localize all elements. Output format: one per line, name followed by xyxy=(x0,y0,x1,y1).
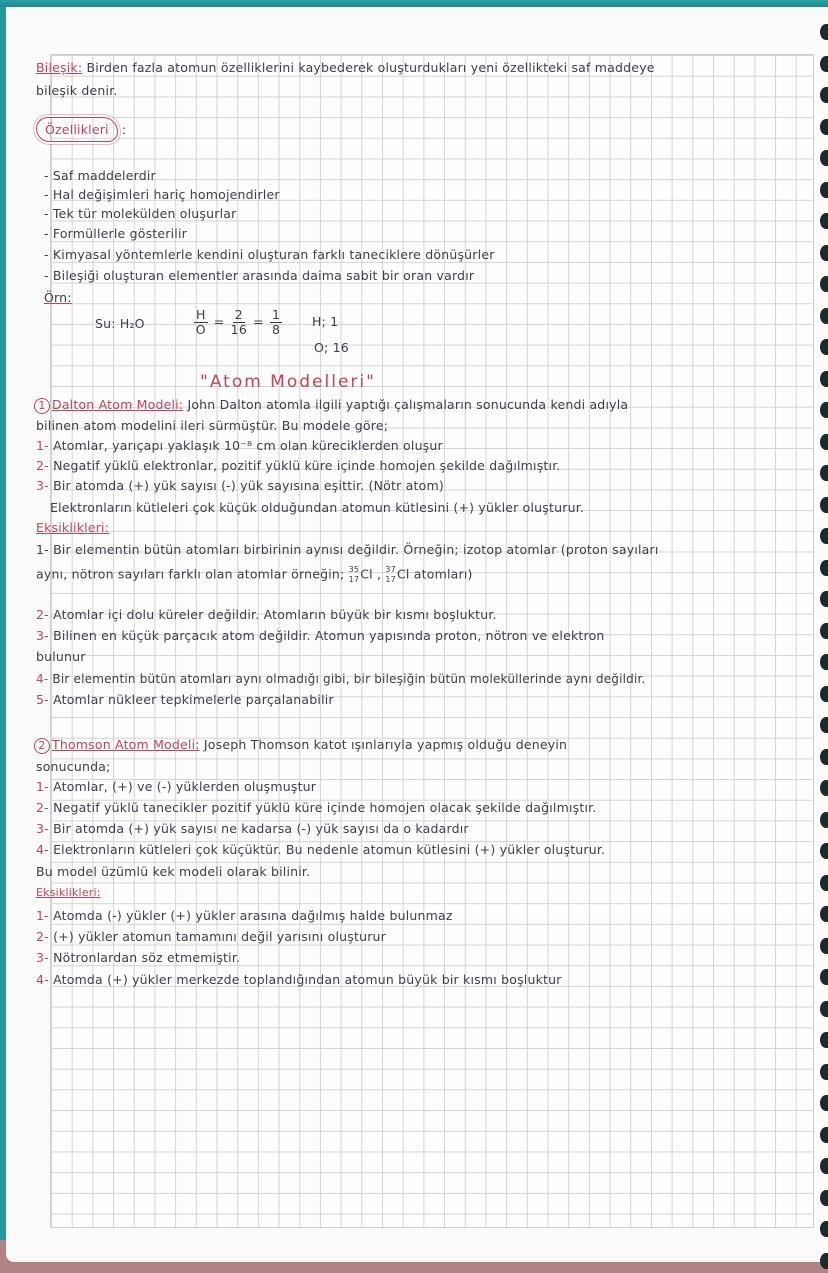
property-item: - Bileşiği oluşturan elementler arasında daima sabit bir oran vardır xyxy=(44,268,475,283)
thomson-deficiency: 1- Atomda (-) yükler (+) yükler arasına dağılmış halde bulunmaz xyxy=(36,908,453,923)
section-title: "Atom Modelleri" xyxy=(200,372,376,392)
ratio-fraction: $\frac{H}{O}$ xyxy=(195,307,206,337)
dalton-item: 1- Atomlar, yarıçapı yaklaşık 10⁻⁸ cm olan küreciklerden oluşur xyxy=(36,438,443,453)
property-item: - Hal değişimleri hariç homojendirler xyxy=(44,187,280,202)
definition-term: Bileşik: xyxy=(36,60,83,75)
dalton-deficiency: 4- Bir elementin bütün atomları aynı olmadığı gibi, bir bileşiğin bütün moleküllerinde aynı değildir. xyxy=(36,672,646,686)
property-item: - Tek tür molekülden oluşurlar xyxy=(44,206,237,221)
mass-hydrogen: H; 1 xyxy=(312,314,339,329)
dalton-intro-cont: bilinen atom modelini ileri sürmüştür. Bu modele göre; xyxy=(36,418,389,433)
example-ratio: $\frac{H}{O}$ = $\frac{2}{16}$ = $\frac{1}{8}$ xyxy=(195,307,281,337)
mass-oxygen: O; 16 xyxy=(314,340,349,355)
ratio-fraction: $\frac{2}{16}$ xyxy=(230,307,247,337)
definition-text: Birden fazla atomun özelliklerini kaybederek oluşturdukları yeni özellikteki saf maddeye xyxy=(86,60,655,75)
properties-heading-wrap xyxy=(36,117,126,142)
dalton-intro: John Dalton atomla ilgili yaptığı çalışmaların sonucunda kendi adıyla xyxy=(187,397,629,412)
properties-heading: Özellikleri xyxy=(36,117,118,142)
dalton-deficiency: 1- Bir elementin bütün atomları birbirinin aynısı değildir. Örneğin; izotop atomlar (proton sayıları xyxy=(36,542,659,557)
thomson-note: Bu model üzümlü kek modeli olarak bilinir. xyxy=(36,864,311,879)
definition-line xyxy=(36,60,655,75)
thomson-deficiencies-heading: Eksiklikleri: xyxy=(36,886,101,899)
isotope-notation: 35 17 xyxy=(348,565,360,584)
dalton-deficiencies-heading: Eksiklikleri: xyxy=(36,520,110,535)
dalton-item: 3- Bir atomda (+) yük sayısı (-) yük sayısına eşittir. (Nötr atom) xyxy=(36,478,444,493)
dalton-note: Elektronların kütleleri çok küçük olduğundan atomun kütlesini (+) yükler oluşturur. xyxy=(50,500,585,515)
dalton-heading: Dalton Atom Modeli: xyxy=(52,397,184,412)
thomson-item: 2- Negatif yüklü tanecikler pozitif yüklü küre içinde homojen olacak şekilde dağılmıştır. xyxy=(36,800,597,815)
thomson-deficiency: 4- Atomda (+) yükler merkezde toplandığından atomun büyük bir kısmı boşluktur xyxy=(36,972,562,987)
thomson-item: 1- Atomlar, (+) ve (-) yüklerden oluşmuştur xyxy=(36,779,317,794)
dalton-deficiency: 2- Atomlar içi dolu küreler değildir. Atomların büyük bir kısmı boşluktur. xyxy=(36,607,497,622)
thomson-intro-cont: sonucunda; xyxy=(36,759,111,774)
example-label: Örn: xyxy=(44,290,72,305)
thomson-item: 4- Elektronların kütleleri çok küçüktür. Bu nedenle atomun kütlesini (+) yükler oluşturur. xyxy=(36,842,606,857)
thomson-intro: Joseph Thomson katot ışınlarıyla yapmış olduğu deneyin xyxy=(203,737,568,752)
isotope-notation: 37 17 xyxy=(385,565,396,584)
dalton-deficiency-cont: bulunur xyxy=(36,649,86,664)
thomson-deficiency: 2- (+) yükler atomun tamamını değil yarısını oluşturur xyxy=(36,929,386,944)
thomson-deficiency: 3- Nötronlardan söz etmemiştir. xyxy=(36,950,241,965)
ratio-fraction: $\frac{1}{8}$ xyxy=(272,307,281,337)
dalton-deficiency-cont: aynı, nötron sayıları farklı olan atomlar örneğin; 35 17 Cl , 37 17 Cl atomları) xyxy=(36,565,473,584)
dalton-item: 2- Negatif yüklü elektronlar, pozitif yüklü küre içinde homojen şekilde dağılmıştır. xyxy=(36,458,561,473)
dalton-deficiency: 5- Atomlar nükleer tepkimelerle parçalanabilir xyxy=(36,692,334,707)
thomson-heading: Thomson Atom Modeli: xyxy=(52,737,200,752)
section-number-badge: 2 xyxy=(34,738,50,754)
dalton-heading-line xyxy=(34,397,628,414)
property-item: - Formüllerle gösterilir xyxy=(44,226,187,241)
example-formula: Su: H₂O xyxy=(95,316,145,331)
property-item: - Saf maddelerdir xyxy=(44,168,156,183)
section-number-badge: 1 xyxy=(34,398,50,414)
thomson-heading-line xyxy=(34,737,567,754)
dalton-deficiency: 3- Bilinen en küçük parçacık atom değildir. Atomun yapısında proton, nötron ve elektron xyxy=(36,628,605,643)
property-item: - Kimyasal yöntemlerle kendini oluşturan farklı taneciklere dönüşürler xyxy=(44,247,495,262)
thomson-item: 3- Bir atomda (+) yük sayısı ne kadarsa (-) yük sayısı da o kadardır xyxy=(36,821,469,836)
properties-colon: : xyxy=(121,122,127,137)
definition-line-cont: bileşik denir. xyxy=(36,83,118,98)
